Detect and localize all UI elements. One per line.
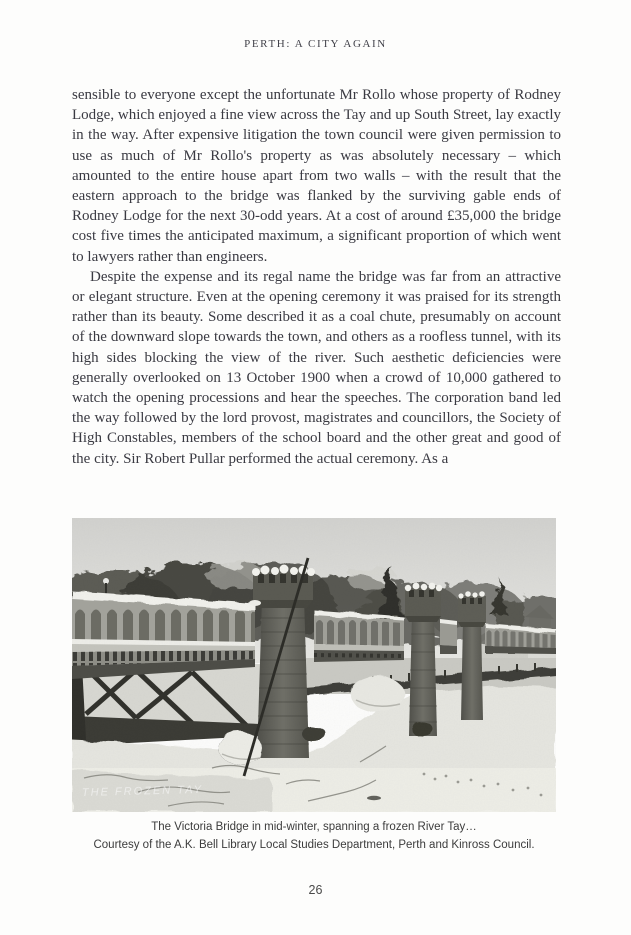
running-header: PERTH: A CITY AGAIN [244,38,387,50]
paragraph: Despite the expense and its regal name the bridge was far from an attractive or elegant structure. Even at the opening ceremony it was praised for its strength rather than its beauty. Some described it as a coal chute, presumably on account of the downward slope towards the town, and others as a roofless tunnel, with its high sides blocking the view of the river. Such aesthetic deficiencies were generally overlooked on 13 October 1900 when a crowd of 10,000 gathered to watch the opening processions and hear the speeches. The corporation band led the way followed by the lord provost, magistrates and councillors, the Society of High Constables, members of the school board and the other great and good of the city. Sir Robert Pullar performed the actual ceremony. As a [72,268,561,467]
caption-title: The Victoria Bridge in mid-winter, spanning a frozen River Tay… [151,821,477,833]
figure-caption [72,819,556,854]
photo-grain [72,518,556,812]
page-number: 26 [308,883,323,897]
body-text [72,85,561,469]
bridge-photo-illustration [72,518,556,812]
bridge-photo [72,518,556,812]
caption-credit: Courtesy of the A.K. Bell Library Local Studies Department, Perth and Kinross Council. [93,838,535,851]
paragraph-continuation: sensible to everyone except the unfortunate Mr Rollo whose property of Rodney Lodge, which enjoyed a fine view across the Tay and up South Street, lay exactly in the way. After expensive litigation the town council were given permission to use as much of Mr Rollo's property as was absolutely necessary – which amounted to the entire house apart from two walls – with the result that the eastern approach to the bridge was flanked by the surviving gable ends of Rodney Lodge for the next 30-odd years. At a cost of around £35,000 the bridge cost five times the anticipated maximum, a significant proportion of which went to lawyers rather than engineers. [72,87,561,265]
figure-plate [72,518,556,854]
photo-inscription: THE FROZEN TAY [81,783,204,799]
